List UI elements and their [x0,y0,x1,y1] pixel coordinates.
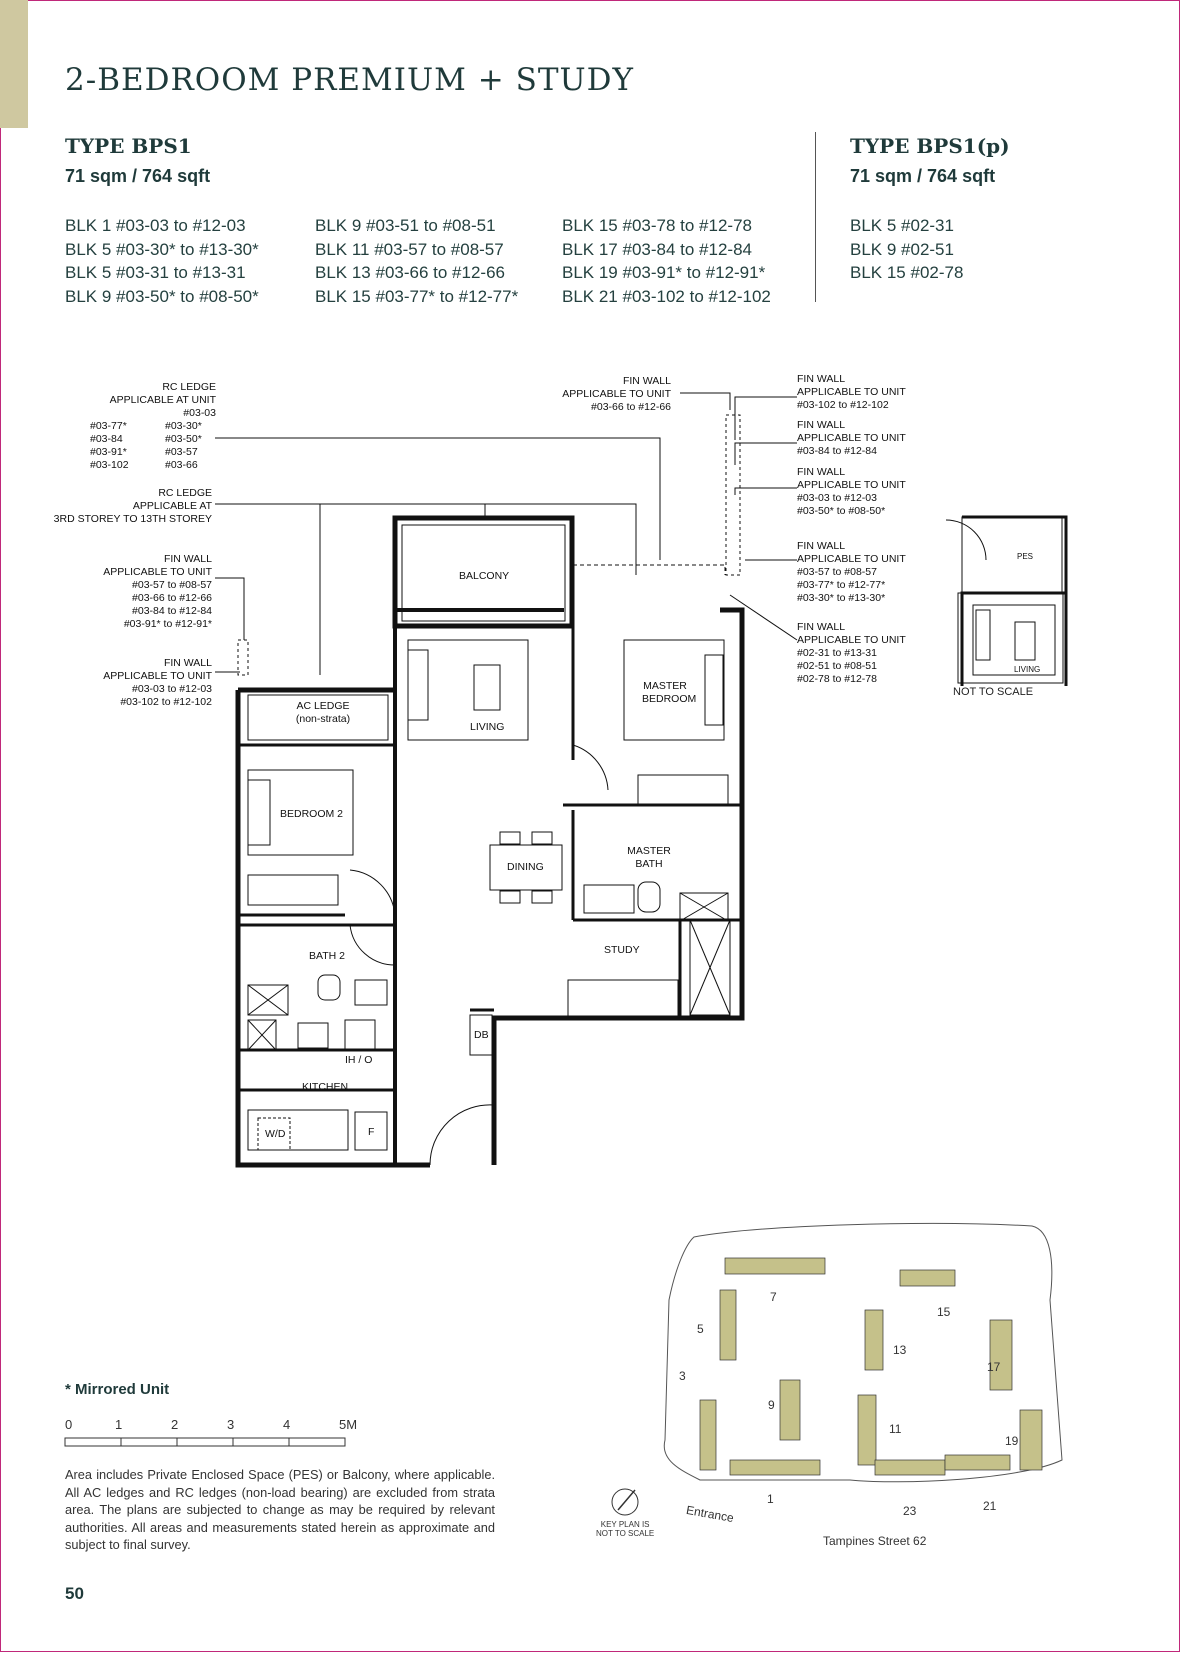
disclaimer-note: Area includes Private Enclosed Space (PES) or Balcony, where applicable. All AC ledges and RC ledges (non-load bearing) are excluded from strata area. The plans are subjected to change as may be required by relevant authorities. All areas and measurements stated herein as approximate and subject to final survey. [65,1467,495,1552]
unit-line: BLK 9 #02-51 [850,239,954,259]
room-kitchen: KITCHEN [302,1081,349,1093]
room-balcony: BALCONY [459,570,510,582]
label-wd: W/D [265,1128,286,1140]
unit-line: BLK 21 #03-102 to #12-102 [562,286,771,306]
fin-wall-left-note-2: FIN WALL APPLICABLE TO UNIT #03-03 to #12-03 #03-102 to #12-102 [103,657,212,708]
scale-label: 1 [115,1417,123,1432]
unit-line: BLK 5 #02-31 [850,216,954,235]
scale-label: 5M [339,1417,358,1432]
fin-wall-top-note: FIN WALL APPLICABLE TO UNIT #03-66 to #12-66 [562,375,671,413]
unit-line: BLK 13 #03-66 to #12-66 [315,263,505,282]
key-plan-nts: KEY PLAN IS NOT TO SCALE [596,1520,655,1538]
key-block-21: 21 [983,1499,997,1513]
scale-label: 4 [283,1417,291,1432]
inset-living: LIVING [1014,665,1041,674]
key-block-17: 17 [987,1360,1001,1374]
label-ih: IH / O [345,1054,373,1066]
room-master-bath: MASTER BATH [627,845,671,870]
unit-line: BLK 15 #03-77* to #12-77* [315,286,519,306]
rc-ledge-unit-list-left: #03-77* #03-84 #03-91* #03-102 [90,420,129,471]
fin-wall-right-note-5: FIN WALL APPLICABLE TO UNIT #02-31 to #13-31 #02-51 to #08-51 #02-78 to #12-78 [797,621,906,685]
key-block-23: 23 [903,1504,917,1518]
scale-label: 3 [227,1417,235,1432]
rc-ledge-unit-note: RC LEDGE APPLICABLE AT UNIT #03-03 [109,381,216,419]
fin-wall-right-note-2: FIN WALL APPLICABLE TO UNIT #03-84 to #12-84 [797,419,906,457]
scale-label: 0 [65,1417,73,1432]
unit-line: BLK 5 #03-30* to #13-30* [65,239,259,259]
unit-line: BLK 11 #03-57 to #08-57 [315,239,504,259]
key-block-11: 11 [889,1422,902,1436]
unit-line: BLK 15 #03-78 to #12-78 [562,216,752,235]
fin-wall-right-note-1: FIN WALL APPLICABLE TO UNIT #03-102 to #12-102 [797,373,906,411]
rc-ledge-unit-list-right: #03-30* #03-50* #03-57 #03-66 [165,420,202,471]
key-entrance: Entrance [685,1502,735,1526]
mirrored-unit-note: * Mirrored Unit [65,1381,170,1398]
key-block-7: 7 [770,1290,777,1304]
unit-line: BLK 19 #03-91* to #12-91* [562,263,766,282]
key-block-15: 15 [937,1305,951,1319]
key-street: Tampines Street 62 [823,1534,927,1548]
room-ac-ledge: AC LEDGE (non-strata) [295,700,351,725]
unit-line: BLK 9 #03-50* to #08-50* [65,286,259,306]
key-block-9: 9 [768,1398,775,1412]
key-block-5: 5 [697,1322,704,1336]
type-left-area: 71 sqm / 764 sqft [65,166,211,186]
unit-line: BLK 1 #03-03 to #12-03 [65,216,246,235]
unit-line: BLK 5 #03-31 to #13-31 [65,263,246,282]
room-master-bedroom: MASTER BEDROOM [642,680,697,705]
not-to-scale-label: NOT TO SCALE [953,686,1034,698]
key-block-3: 3 [679,1369,686,1383]
rc-ledge-storey-note: RC LEDGE APPLICABLE AT 3RD STOREY TO 13TH STOREY [53,487,212,525]
fin-wall-left-note-1: FIN WALL APPLICABLE TO UNIT #03-57 to #08-57 #03-66 to #12-66 #03-84 to #12-84 #03-91* to #12-91* [103,553,212,630]
inset-pes: PES [1017,552,1034,561]
scale-label: 2 [171,1417,179,1432]
key-block-13: 13 [893,1343,907,1357]
room-bath-2: BATH 2 [309,950,345,962]
fin-wall-right-note-4: FIN WALL APPLICABLE TO UNIT #03-57 to #08-57 #03-77* to #12-77* #03-30* to #13-30* [797,540,906,604]
page-number: 50 [65,1584,84,1603]
key-block-19: 19 [1005,1434,1019,1448]
label-fridge: F [368,1126,375,1138]
unit-line: BLK 9 #03-51 to #08-51 [315,216,496,235]
room-db: DB [474,1029,489,1041]
room-bedroom-2: BEDROOM 2 [280,808,344,820]
key-block-1: 1 [767,1492,774,1506]
room-living: LIVING [470,721,505,733]
unit-line: BLK 15 #02-78 [850,263,964,282]
fin-wall-right-note-3: FIN WALL APPLICABLE TO UNIT #03-03 to #12-03 #03-50* to #08-50* [797,466,906,517]
room-study: STUDY [604,944,640,956]
type-left-name: TYPE BPS1 [65,134,192,158]
type-right-name: TYPE BPS1(p) [850,134,1010,158]
type-right-area: 71 sqm / 764 sqft [850,166,996,186]
page-title: 2-BEDROOM PREMIUM + STUDY [65,62,634,98]
room-dining: DINING [507,861,544,873]
unit-line: BLK 17 #03-84 to #12-84 [562,239,752,259]
